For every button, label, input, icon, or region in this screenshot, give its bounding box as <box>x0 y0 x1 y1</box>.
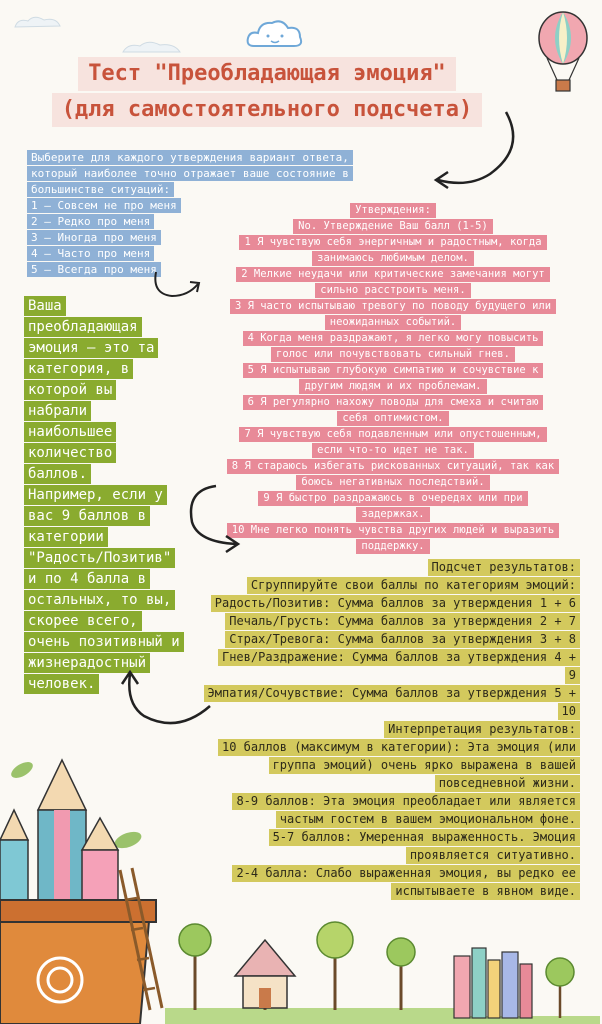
summary-line: категория, в <box>24 359 133 379</box>
scale-item: 3 — Иногда про меня <box>27 230 161 245</box>
summary-line: преобладающая <box>24 317 142 337</box>
results-line: Печаль/Грусть: Сумма баллов за утверждения 2 + 7 <box>225 613 580 630</box>
statement-line: занимаюсь любимым делом. <box>312 251 474 266</box>
pencil-cup-icon <box>0 740 170 1024</box>
statement-line: другим людям и их проблемам. <box>299 379 486 394</box>
results-line: Эмпатия/Сочувствие: Сумма баллов за утверждения 5 + <box>204 685 580 702</box>
summary-line: и по 4 балла в <box>24 569 150 589</box>
results-line: проявляется ситуативно. <box>406 847 580 864</box>
statement-line: 10 Мне легко понять чувства других людей и выразить <box>227 523 559 538</box>
summary-line: количество <box>24 443 116 463</box>
statement-line: 4 Когда меня раздражают, я легко могу повысить <box>243 331 544 346</box>
statement-line: неожиданных событий. <box>325 315 461 330</box>
scale-item: 1 — Совсем не про меня <box>27 198 181 213</box>
results-line: испытываете в явном виде. <box>391 883 580 900</box>
scale-item: 5 — Всегда про меня <box>27 262 161 277</box>
summary-line: эмоция — это та <box>24 338 158 358</box>
summary-line: жизнерадостный <box>24 653 150 673</box>
instructions-line: который наиболее точно отражает ваше состояние в <box>27 166 353 181</box>
results-line: 9 <box>565 667 580 684</box>
arrow-icon <box>430 108 525 193</box>
summary-line: Например, если у <box>24 485 167 505</box>
statement-line: себя оптимистом. <box>337 411 448 426</box>
books-icon <box>450 938 600 1024</box>
statements-block <box>198 203 588 555</box>
scale-item: 4 — Часто про меня <box>27 246 154 261</box>
statements-columns: No. Утверждение Ваш балл (1-5) <box>293 219 493 234</box>
title-line-1: Тест "Преобладающая эмоция" <box>78 57 456 91</box>
summary-line: категории <box>24 527 108 547</box>
statement-line: 2 Мелкие неудачи или критические замечания могут <box>236 267 549 282</box>
summary-line: вас 9 баллов в <box>24 506 150 526</box>
statement-line: сильно расстроить меня. <box>315 283 470 298</box>
results-line: 8-9 баллов: Эта эмоция преобладает или является <box>232 793 580 810</box>
statement-line: 9 Я быстро раздражаюсь в очередях или при <box>258 491 527 506</box>
summary-line: набрали <box>24 401 91 421</box>
statement-line: задержках. <box>356 507 429 522</box>
summary-line: остальных, то вы, <box>24 590 175 610</box>
trees-icon <box>165 890 465 1024</box>
results-line: 10 баллов (максимум в категории): Эта эмоция (или <box>218 739 580 756</box>
statement-line: 6 Я регулярно нахожу поводы для смеха и считаю <box>243 395 544 410</box>
statement-line: если что-то идет не так. <box>312 443 474 458</box>
hot-air-balloon-icon <box>533 10 593 100</box>
summary-line: Ваша <box>24 296 66 316</box>
statement-line: голос или почувствовать сильный гнев. <box>271 347 515 362</box>
statement-line: 7 Я чувствую себя подавленным или опустошенным, <box>239 427 546 442</box>
results-line: частым гостем в вашем эмоциональном фоне. <box>276 811 580 828</box>
results-line: Страх/Тревога: Сумма баллов за утверждения 3 + 8 <box>225 631 580 648</box>
summary-line: скорее всего, <box>24 611 142 631</box>
small-cloud-icon <box>118 38 188 56</box>
small-cloud-icon <box>10 12 70 32</box>
statement-line: поддержку. <box>356 539 429 554</box>
statements-heading: Утверждения: <box>350 203 436 218</box>
summary-line: очень позитивный и <box>24 632 184 652</box>
summary-line: человек. <box>24 674 99 694</box>
summary-line: наибольшее <box>24 422 116 442</box>
statement-line: 1 Я чувствую себя энергичным и радостным, когда <box>239 235 546 250</box>
cloud-icon <box>244 14 306 54</box>
results-line: 2-4 балла: Слабо выраженная эмоция, вы редко ее <box>232 865 580 882</box>
statement-line: 8 Я стараюсь избегать рискованных ситуаций, так как <box>227 459 559 474</box>
scale-item: 2 — Редко про меня <box>27 214 154 229</box>
arrow-icon <box>180 480 250 560</box>
statement-line: боюсь негативных последствий. <box>296 475 489 490</box>
results-line: Сгруппируйте свои баллы по категориям эмоций: <box>247 577 580 594</box>
results-line: 10 <box>558 703 580 720</box>
results-line: Подсчет результатов: <box>428 559 581 576</box>
results-line: 5-7 баллов: Умеренная выраженность. Эмоция <box>269 829 580 846</box>
results-line: повседневной жизни. <box>435 775 580 792</box>
summary-line: баллов. <box>24 464 91 484</box>
results-line: группа эмоций) очень ярко выражена в вашей <box>269 757 580 774</box>
summary-line: "Радость/Позитив" <box>24 548 175 568</box>
results-line: Радость/Позитив: Сумма баллов за утверждения 1 + 6 <box>211 595 580 612</box>
statement-line: 3 Я часто испытываю тревогу по поводу будущего или <box>230 299 556 314</box>
instructions-line: большинстве ситуаций: <box>27 182 174 197</box>
summary-line: которой вы <box>24 380 116 400</box>
statement-line: 5 Я испытываю глубокую симпатию и сочувствие к <box>243 363 544 378</box>
results-line: Гнев/Раздражение: Сумма баллов за утверждения 4 + <box>218 649 580 666</box>
results-block <box>160 559 580 901</box>
results-line: Интерпретация результатов: <box>384 721 580 738</box>
instructions-line: Выберите для каждого утверждения вариант ответа, <box>27 150 353 165</box>
title-line-2: (для самостоятельного подсчета) <box>52 93 483 127</box>
